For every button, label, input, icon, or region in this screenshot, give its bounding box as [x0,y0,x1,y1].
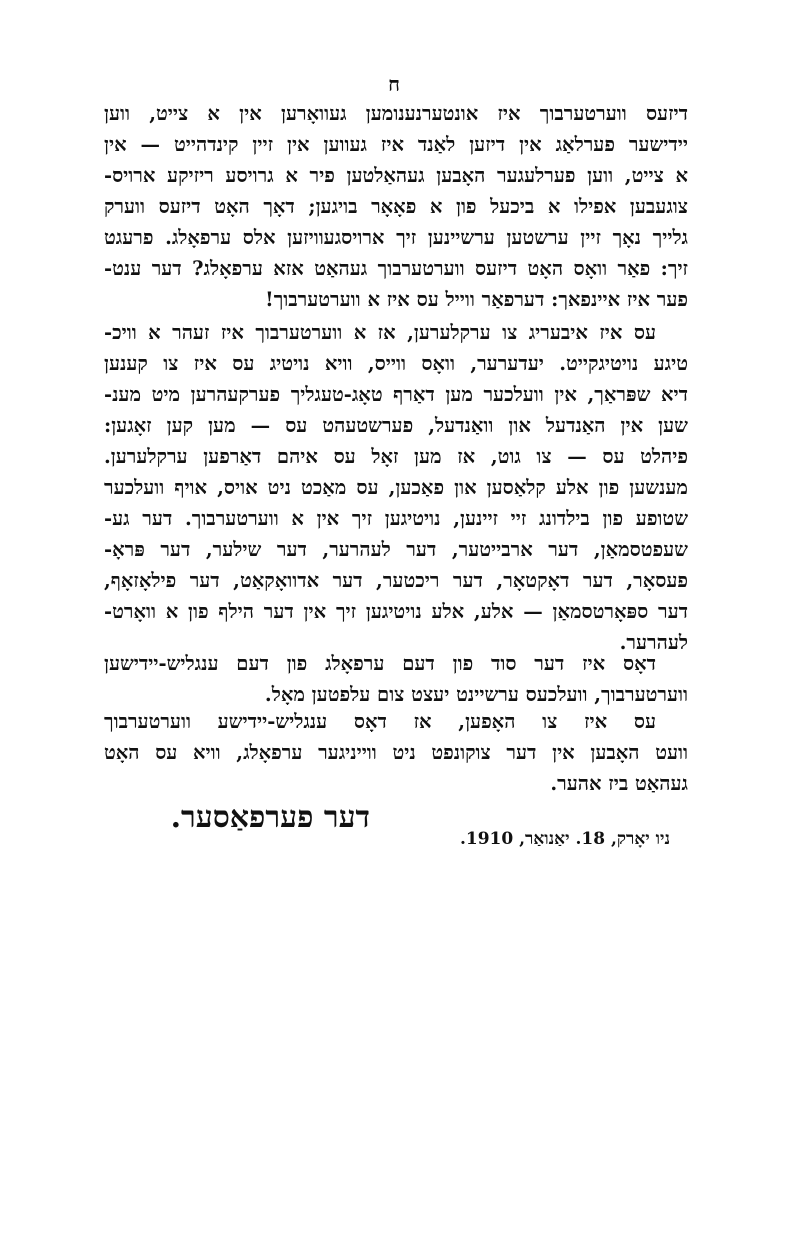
text-line: געהאַט ביז אהער. [550,772,688,795]
paragraph-1 [104,98,688,315]
text-line: יידישער פערלאַג אין דיזען לאַנד איז געווען אין זיין קינדהייט — אין [104,133,688,156]
text-line: שעפטסמאַן, דער ארבייטער, דער לעהרער, דער שילער, דער פּראָ- [104,538,688,561]
paragraph-2 [104,317,688,658]
text-line: דיא שפּראַך, אין וועלכער מען דאַרף טאָג-טעגליך פערקעהרען מיט מענ- [104,383,688,406]
author-signature: דער פערפאַסער. [170,800,370,835]
text-line: עס איז איבעריג צו ערקלערען, אז א ווערטערבוך איז זעהר א וויכ- [104,321,656,344]
place-and-date: ניו יאָרק, 18. יאַנואַר, 1910. [459,829,670,849]
page-number: ח [388,72,400,96]
text-line: מענשען פון אלע קלאַסען און פאַכען, עס מאַכט ניט אויס, אויף וועלכער [104,476,688,499]
text-line: א צייט, ווען פערלעגער האָבען געהאַלטען פיר א גרויסע ריזיקע ארויס- [104,164,688,187]
paragraph-3 [104,648,688,710]
paragraph-4 [104,706,688,799]
text-line: זיך: פאַר וואָס האָט דיזעס ווערטערבוך געהאַט אזא ערפאָלג? דער ענט- [104,257,688,280]
text-line: פער איז איינפאך: דערפאַר ווייל עס איז א ווערטערבוך! [265,288,688,311]
text-line: דער ספּאָרטסמאַן — אלע, אלע נויטיגען זיך אין דער הילף פון א וואָרט- [104,600,688,623]
text-line: פיהלט עס — צו גוט, אז מען זאָל עס איהם דאַרפען ערקלערען. [104,445,688,468]
text-line: שטופע פון בילדונג זיי זיינען, נויטיגען זיך אין א ווערטערבוך. דער גע- [104,507,688,530]
text-line: גלייך נאָך זיין ערשטען ערשיינען זיך ארויסגעוויזען אלס ערפאָלג. פרעגט [104,226,688,249]
text-line: טיגע נויטיגקייט. יעדערער, וואָס ווייס, וויא נויטיג עס איז צו קענען [104,352,688,375]
text-line: וועט האָבען אין דער צוקונפט ניט ווייניגער ערפאָלג, וויא עס האָט [104,741,688,764]
text-line: דאָס איז דער סוד פון דעם ערפאָלג פון דעם ענגליש-יידישען [104,652,656,675]
text-line: דיזעס ווערטערבוך איז אונטערנענומען געוואָרען אין א צייט, ווען [104,102,688,125]
text-line: צוגעבען אפילו א ביכעל פון א פאָאָר בויגען; דאָך האָט דיזעס ווערק [104,195,688,218]
text-line: עס איז צו האָפען, אז דאָס ענגליש-יידישע ווערטערבוך [104,710,656,733]
text-line: פעסאָר, דער דאָקטאָר, דער ריכטער, דער אדוואָקאַט, דער פילאָזאָף, [104,569,688,592]
text-line: שען אין האַנדעל און וואַנדעל, פערשטעהט עס — מען קען זאָגען: [104,414,688,437]
text-line: ווערטערבוך, וועלכעס ערשיינט יעצט צום עלפטען מאָל. [264,683,688,706]
text-line: לעהרער. [619,631,688,654]
